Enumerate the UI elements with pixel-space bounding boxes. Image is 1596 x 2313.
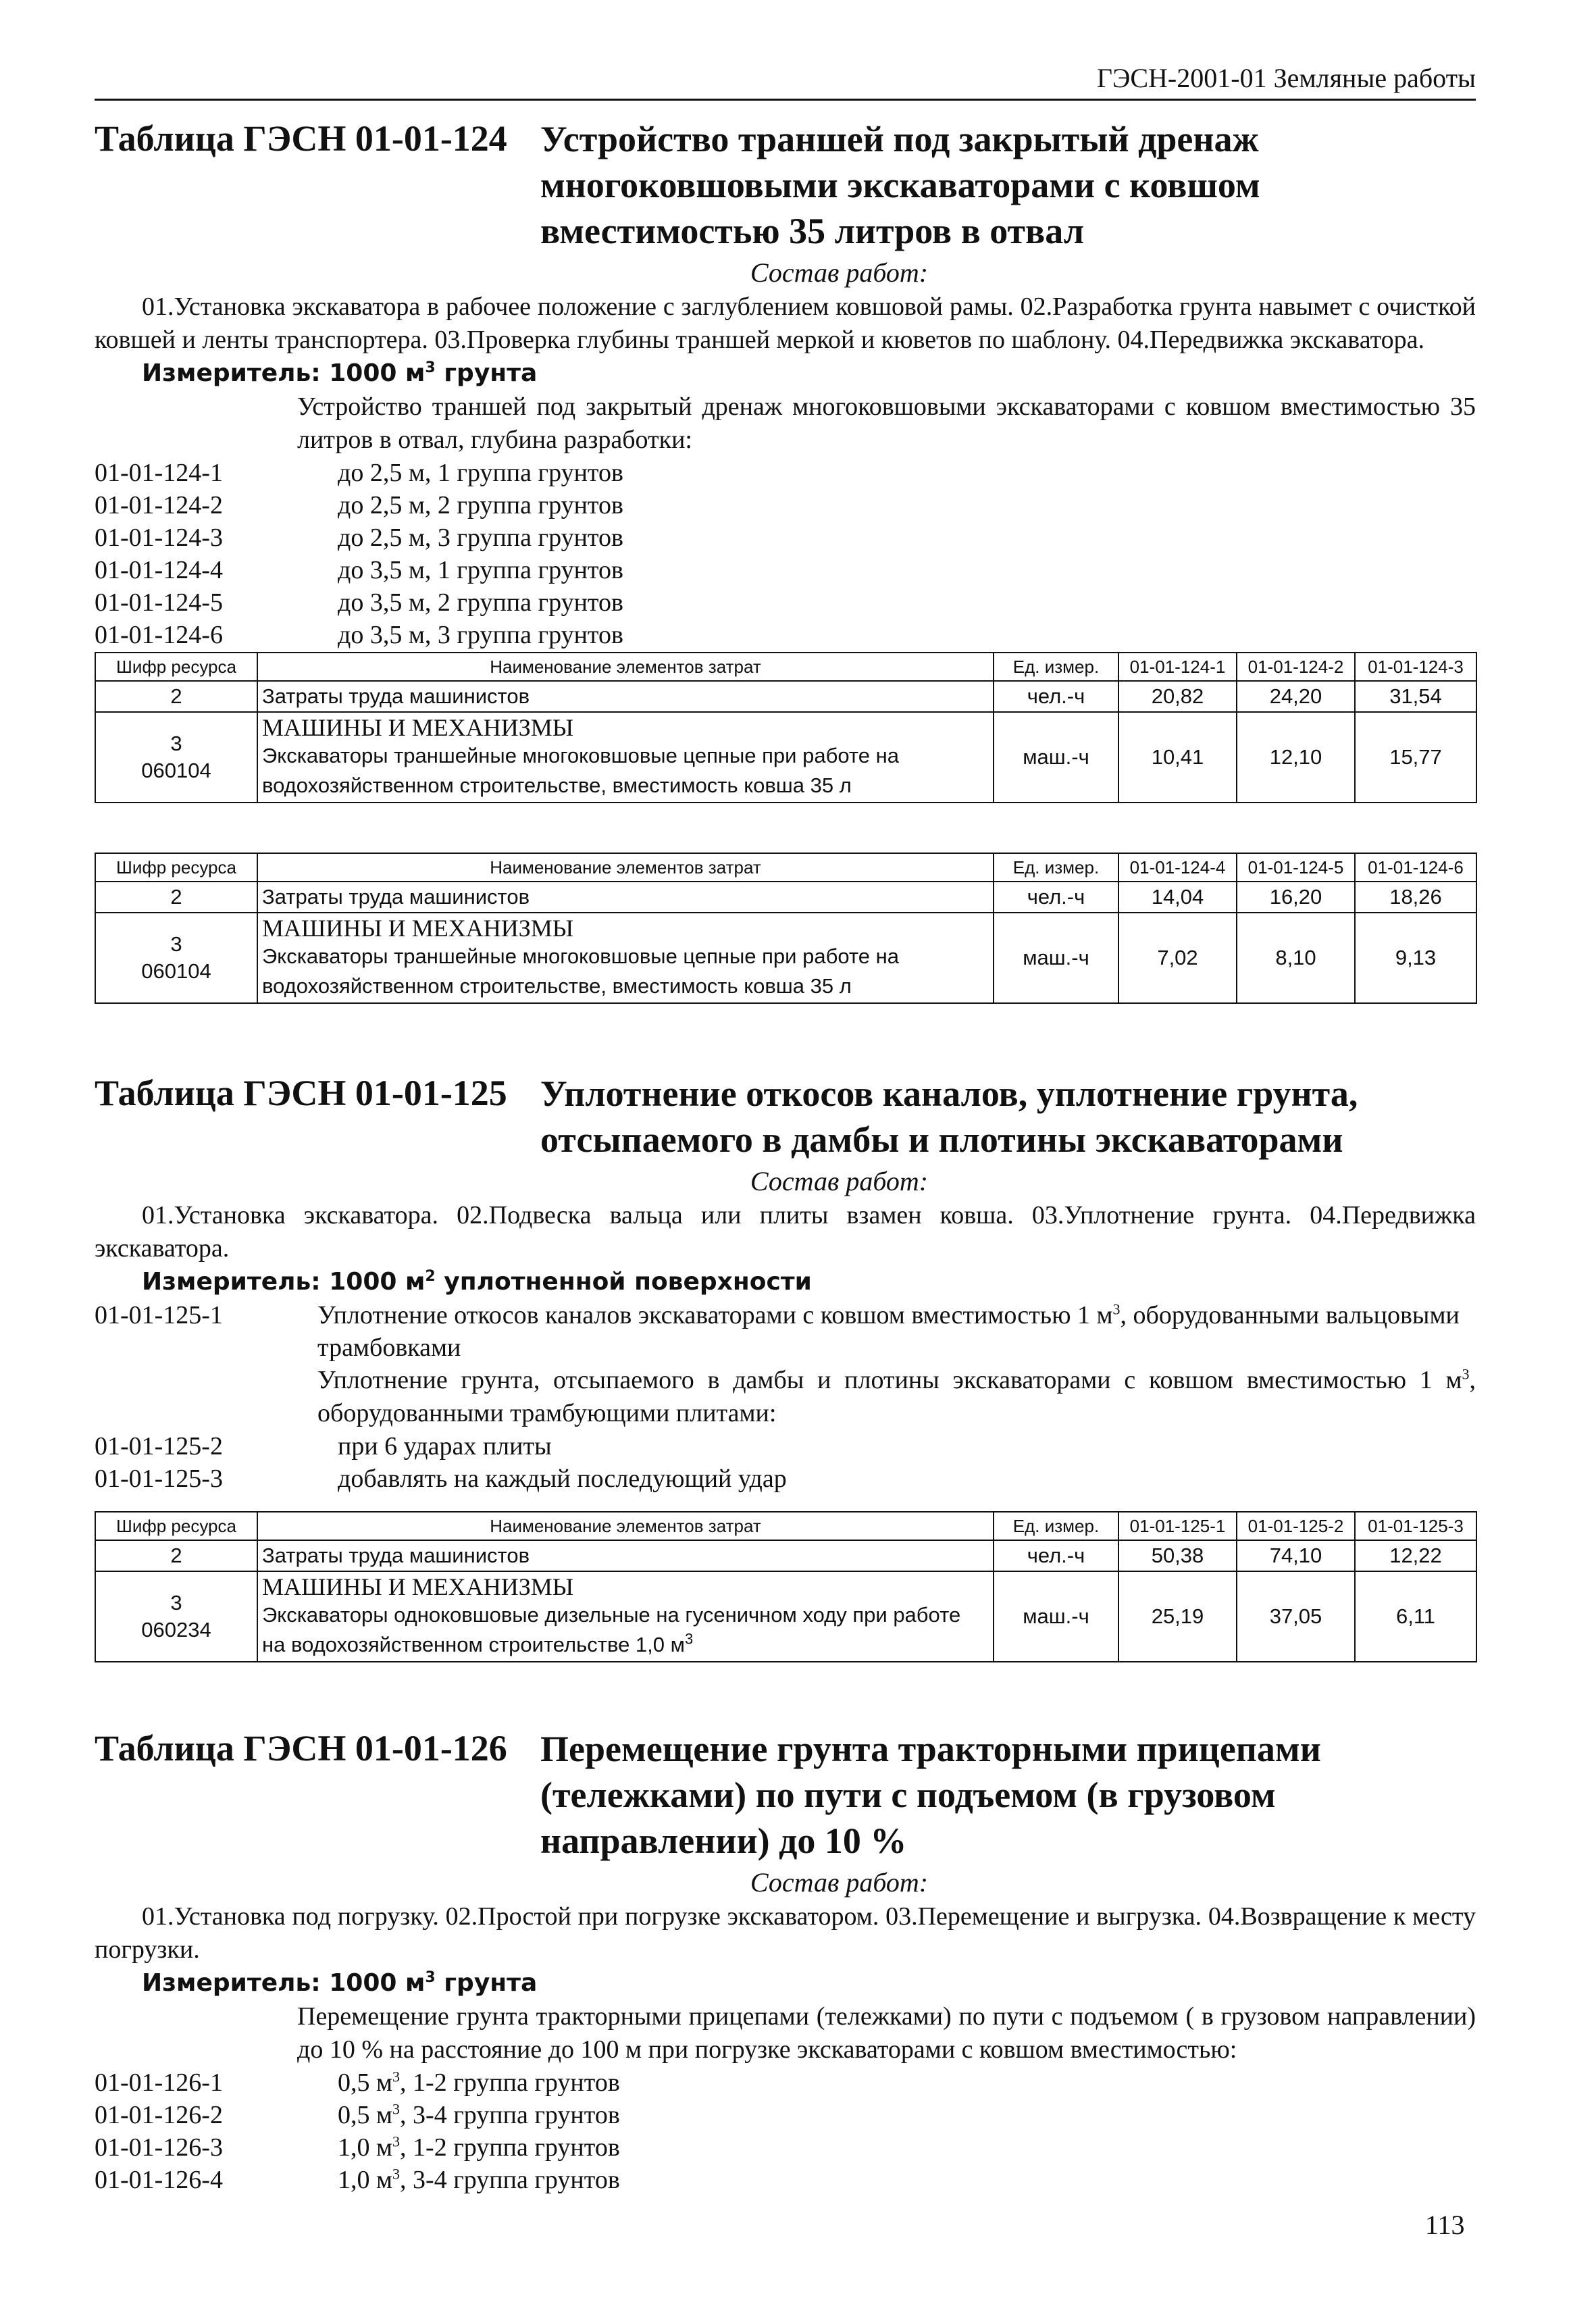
group-name: МАШИНЫ И МЕХАНИЗМЫ [262,714,574,741]
cell-unit: чел.-ч [994,681,1118,712]
col-header: 01-01-124-2 [1237,653,1355,681]
section-01-01-126 [95,1726,1476,2196]
table-title: Перемещение грунта тракторными прицепами (тележками) по пути с подъемом (в грузовом направлении) до 10 % [540,1729,1321,1861]
norm-item [95,586,1476,619]
item-description: при 6 ударах плиты [338,1432,552,1460]
item-group: , 3-4 группа грунтов [400,2166,620,2194]
item-code: 01-01-124-1 [95,459,223,487]
cell-code [95,712,257,803]
norm-items-list [95,1430,1476,1495]
item-description: добавлять на каждый последующий удар [338,1465,787,1493]
table-header-row [95,853,1476,882]
col-header: Наименование элементов затрат [257,1512,994,1540]
group-code: 3 [170,1591,182,1615]
item-code: 01-01-125-1 [95,1301,223,1329]
item-code: 01-01-124-2 [95,491,223,519]
cell-unit: чел.-ч [994,1540,1118,1571]
intro-end: , оборудованными трамбующими плитами: [317,1366,1476,1427]
col-header: Ед. измер. [994,1512,1118,1540]
item-volume: 0,5 м [338,2101,393,2129]
cell-value: 74,10 [1237,1540,1355,1571]
measure-prefix: Измеритель: 1000 м [142,1268,426,1296]
item-description [317,1299,1476,1364]
item-volume: 1,0 м [338,2133,393,2162]
norm-item [95,2066,1476,2099]
item-description: до 2,5 м, 3 группа грунтов [338,524,623,552]
item-description: до 3,5 м, 1 группа грунтов [338,556,623,584]
table-row-machines [95,712,1476,803]
item-description: до 2,5 м, 1 группа грунтов [338,459,623,487]
norm-item [95,522,1476,554]
col-header: Наименование элементов затрат [257,653,994,681]
cell-code [95,913,257,1003]
item-description: до 3,5 м, 2 группа грунтов [338,588,623,617]
resource-table-124-b [95,853,1477,1004]
item-description: до 2,5 м, 2 группа грунтов [338,491,623,519]
norm-item [95,489,1476,522]
item-exponent: 3 [392,2100,401,2118]
table-row-machines [95,1571,1476,1662]
items-intro: Устройство траншей под закрытый дренаж многоковшовыми экскаваторами с ковшом вместимостью 35 литров в отвал, глубина разработки: [297,392,1476,454]
item-code: 01-01-126-3 [95,2133,223,2162]
item-code: 01-01-125-3 [95,1465,223,1493]
item-description: до 3,5 м, 3 группа грунтов [338,621,623,649]
section-heading [95,116,1476,254]
item-exponent: 3 [392,2165,401,2183]
group-name: МАШИНЫ И МЕХАНИЗМЫ [262,1573,574,1600]
table-label: Таблица ГЭСН 01-01-124 [95,118,507,159]
col-header: 01-01-125-3 [1355,1512,1476,1540]
table-header-row [95,653,1476,681]
norm-item [95,619,1476,651]
intro-exponent: 3 [1462,1365,1470,1383]
item-description [317,2099,1476,2131]
resource-code: 060104 [141,959,211,983]
resource-table-125 [95,1511,1477,1662]
group-code: 3 [170,732,182,755]
page-number: 113 [1425,2210,1465,2240]
table-title: Устройство траншей под закрытый дренаж многоковшовыми экскаваторами с ковшом вместимостью 35 литров в отвал [540,119,1260,251]
cell-unit: маш.-ч [994,712,1118,803]
table-row-labor [95,882,1476,913]
section-01-01-124 [95,116,1476,651]
norm-item [95,2099,1476,2131]
cell-name [257,1571,994,1662]
item-group: , 3-4 группа грунтов [400,2101,620,2129]
table-label: Таблица ГЭСН 01-01-125 [95,1073,507,1113]
col-header: Шифр ресурса [95,853,257,882]
table-row-machines [95,913,1476,1003]
header-rule [95,99,1476,101]
item-code: 01-01-124-3 [95,524,223,552]
table-title: Уплотнение откосов каналов, уплотнение грунта, отсыпаемого в дамбы и плотины экскаваторами [540,1073,1358,1160]
col-header: 01-01-124-4 [1118,853,1237,882]
section-01-01-125 [95,1071,1476,1495]
item-exponent: 3 [392,2133,401,2150]
works-composition-caption: Состав работ: [750,1867,929,1898]
cell-value: 50,38 [1118,1540,1237,1571]
cell-value: 7,02 [1118,913,1237,1003]
resource-name [262,1600,989,1660]
section-heading [95,1726,1476,1864]
measure-exponent: 3 [425,1969,436,1986]
measure-prefix: Измеритель: 1000 м [142,1969,426,1997]
works-composition-caption: Состав работ: [750,1166,929,1196]
cell-code: 2 [95,681,257,712]
item-description [317,2164,1476,2196]
table-row-labor [95,1540,1476,1571]
unit-of-measure [142,1966,1476,2000]
norm-item [95,1299,1476,1364]
item-code: 01-01-126-2 [95,2101,223,2129]
cell-value: 14,04 [1118,882,1237,913]
col-header: 01-01-124-5 [1237,853,1355,882]
cell-value: 25,19 [1118,1571,1237,1662]
item-code: 01-01-126-4 [95,2166,223,2194]
item-code: 01-01-124-6 [95,621,223,649]
resource-code: 060234 [141,1618,211,1642]
cell-value: 10,41 [1118,712,1237,803]
cell-code [95,1571,257,1662]
measure-prefix: Измеритель: 1000 м [142,359,426,387]
intro-start: Уплотнение грунта, отсыпаемого в дамбы и плотины экскаваторами с ковшом вместимостью 1 м [317,1366,1462,1394]
cell-value: 20,82 [1118,681,1237,712]
cell-unit: маш.-ч [994,1571,1118,1662]
section-heading [95,1071,1476,1163]
cell-unit: маш.-ч [994,913,1118,1003]
measure-suffix: грунта [435,359,538,387]
col-header: 01-01-125-1 [1118,1512,1237,1540]
item-description-end: , оборудованными вальцовыми трамбовками [317,1301,1460,1362]
col-header: Шифр ресурса [95,653,257,681]
works-composition-caption: Состав работ: [750,257,929,288]
items-intro: Перемещение грунта тракторными прицепами (тележками) по пути с подъемом ( в грузовом направлении) до 10 % на расстояние до 100 м при погрузке экскаваторами с ковшом вместимостью: [297,2002,1476,2064]
item-description [317,2131,1476,2164]
item-exponent: 3 [1112,1300,1121,1318]
cell-value: 12,22 [1355,1540,1476,1571]
norm-items-list [95,2066,1476,2196]
works-composition-text: 01.Установка экскаватора в рабочее положение с заглублением ковшовой рамы. 02.Разработка грунта навымет с очисткой ковшей и ленты транспортера. 03.Проверка глубины траншей меркой и кюветов по шаблону. 04.Передвижка экскаватора. [95,293,1476,354]
group-code: 3 [170,932,182,956]
works-composition-text: 01.Установка экскаватора. 02.Подвеска вальца или плиты взамен ковша. 03.Уплотнение грунта. 04.Передвижка экскаватора. [95,1201,1476,1263]
item-group: , 1-2 группа грунтов [400,2068,620,2097]
norm-item [95,2164,1476,2196]
cell-value: 24,20 [1237,681,1355,712]
col-header: 01-01-124-3 [1355,653,1476,681]
cell-value: 8,10 [1237,913,1355,1003]
norm-item [95,554,1476,586]
running-header: ГЭСН-2001-01 Земляные работы [1096,63,1476,93]
item-code: 01-01-124-5 [95,588,223,617]
measure-suffix: грунта [435,1969,538,1997]
cell-value: 12,10 [1237,712,1355,803]
item-code: 01-01-125-2 [95,1432,223,1460]
resource-name-exponent: 3 [684,1630,694,1648]
cell-unit: чел.-ч [994,882,1118,913]
col-header: 01-01-124-6 [1355,853,1476,882]
works-composition-text: 01.Установка под погрузку. 02.Простой при погрузке экскаватором. 03.Перемещение и выгрузка. 04.Возвращение к месту погрузки. [95,1902,1476,1964]
measure-exponent: 3 [425,359,436,376]
col-header: 01-01-125-2 [1237,1512,1355,1540]
table-label: Таблица ГЭСН 01-01-126 [95,1728,507,1769]
resource-name: Экскаваторы траншейные многоковшовые цепные при работе на водохозяйственном строительстве, вместимость ковша 35 л [262,744,899,797]
cell-code: 2 [95,882,257,913]
item-description-start: Уплотнение откосов каналов экскаваторами с ковшом вместимостью 1 м [317,1301,1113,1329]
cell-name [257,712,994,803]
cell-name: Затраты труда машинистов [257,1540,994,1571]
col-header: Наименование элементов затрат [257,853,994,882]
norm-item [95,2131,1476,2164]
col-header: Ед. измер. [994,853,1118,882]
norm-item [95,1463,1476,1495]
cell-value: 31,54 [1355,681,1476,712]
cell-name [257,913,994,1003]
cell-value: 18,26 [1355,882,1476,913]
cell-value: 15,77 [1355,712,1476,803]
item-group: , 1-2 группа грунтов [400,2133,620,2162]
norm-item [95,1430,1476,1463]
cell-code: 2 [95,1540,257,1571]
cell-name: Затраты труда машинистов [257,681,994,712]
cell-name: Затраты труда машинистов [257,882,994,913]
norm-items-list [95,457,1476,651]
col-header: Шифр ресурса [95,1512,257,1540]
col-header: Ед. измер. [994,653,1118,681]
resource-name: Экскаваторы траншейные многоковшовые цепные при работе на водохозяйственном строительстве, вместимость ковша 35 л [262,944,899,998]
item-volume: 0,5 м [338,2068,393,2097]
group-name: МАШИНЫ И МЕХАНИЗМЫ [262,915,574,942]
table-row-labor [95,681,1476,712]
item-exponent: 3 [392,2068,401,2085]
unit-of-measure [142,1265,1476,1299]
cell-value: 6,11 [1355,1571,1476,1662]
item-volume: 1,0 м [338,2166,393,2194]
item-code: 01-01-124-4 [95,556,223,584]
measure-exponent: 2 [425,1268,436,1285]
items-intro [317,1364,1476,1430]
col-header: 01-01-124-1 [1118,653,1237,681]
item-code: 01-01-126-1 [95,2068,223,2097]
table-header-row [95,1512,1476,1540]
cell-value: 9,13 [1355,913,1476,1003]
resource-code: 060104 [141,759,211,782]
resource-table-124-a [95,652,1477,803]
resource-name-text: Экскаваторы одноковшовые дизельные на гусеничном ходу при работе на водохозяйственном строительстве 1,0 м [262,1603,961,1656]
cell-value: 16,20 [1237,882,1355,913]
item-description [317,2066,1476,2099]
cell-value: 37,05 [1237,1571,1355,1662]
measure-suffix: уплотненной поверхности [435,1268,812,1296]
norm-item [95,457,1476,489]
unit-of-measure [142,357,1476,390]
